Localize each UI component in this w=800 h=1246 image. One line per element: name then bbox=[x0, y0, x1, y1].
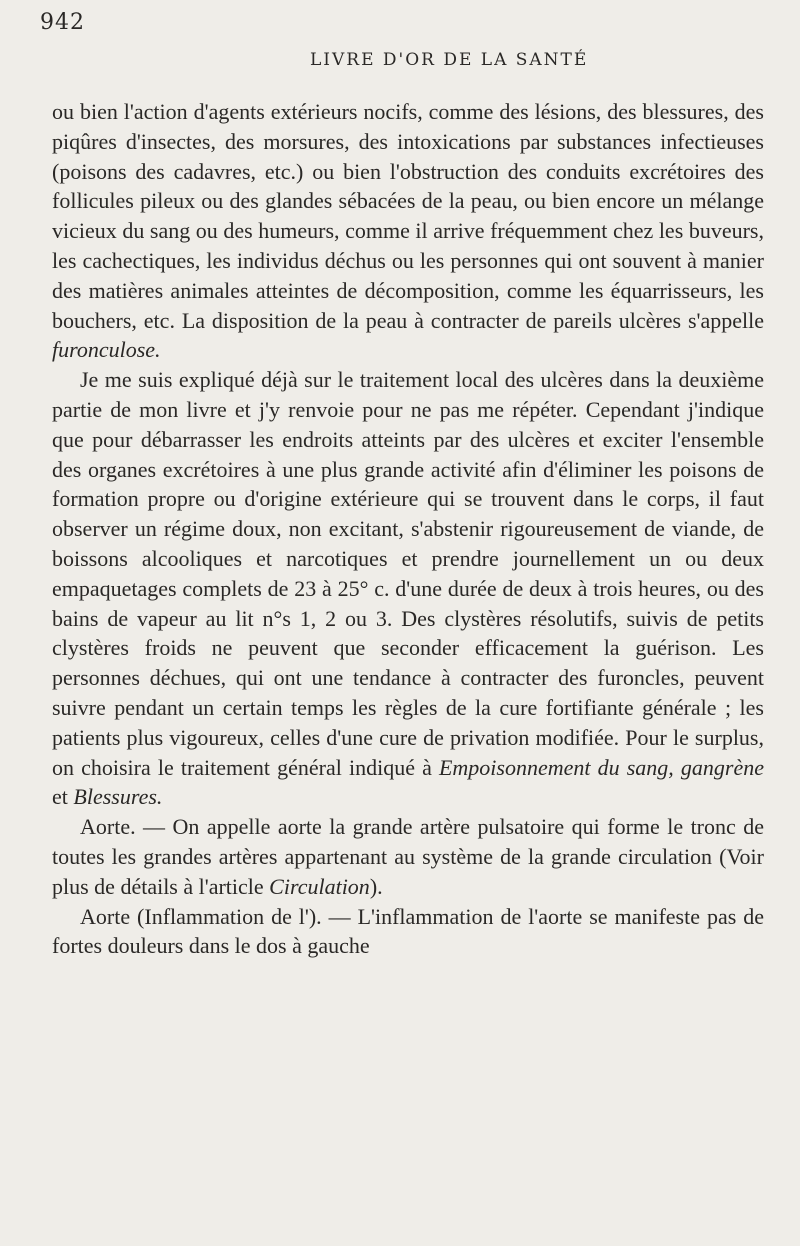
paragraph-text: Aorte. — On appelle aorte la grande artère pulsatoire qui forme le tronc de toutes les grandes artères appartenant au système de la grande circulation (Voir plus de détails à l'article bbox=[52, 814, 764, 899]
page-number: 942 bbox=[40, 10, 85, 35]
paragraph-text: Aorte (Inflammation de l'). — L'inflammation de l'aorte se manifeste pas de fortes douleurs dans le dos à gauche bbox=[52, 903, 764, 959]
term-furonculose: furonculose. bbox=[52, 337, 161, 363]
paragraph-end: ). bbox=[369, 873, 383, 899]
reference-circulation: Circulation bbox=[269, 873, 370, 899]
paragraph-text: Je me suis expliqué déjà sur le traitement local des ulcères dans la deuxième partie de mon livre et j'y renvoie pour ne pas me répéter. Cependant j'indique que pour débarrasser les endroits atteints par des ulcères et exciter l'ensemble des organes excrétoires à une plus grande activité afin d'éliminer les poisons de formation propre ou d'origine extérieure qui se trouvent dans le corps, il faut observer un régime doux, non excitant, s'abstenir rigoureusement de viande, de boissons alcooliques et narcotiques et prendre journellement un ou deux empaquetages complets de 23 à 25° c. d'une durée de deux à trois heures, ou des bains de vapeur au lit n°s 1, 2 ou 3. Des clystères résolutifs, suivis de petits clystères froids ne peuvent que seconder efficacement la guérison. Les personnes déchues, qui ont une tendance à contracter des furoncles, peuvent suivre pendant un certain temps les règles de la cure fortifiante générale ; les patients plus vigoureux, celles d'une cure de privation modifiée. Pour le surplus, on choisira le traitement général indiqué à bbox=[52, 367, 764, 780]
conjunction-text: et bbox=[52, 784, 74, 810]
paragraph-aorte-inflammation bbox=[52, 902, 764, 962]
running-head: LIVRE D'OR DE LA SANTÉ bbox=[310, 50, 589, 70]
body-text bbox=[52, 97, 764, 961]
paragraph-aorte bbox=[52, 812, 764, 901]
reference-empoisonnement: Empoisonnement du sang, gangrène bbox=[438, 754, 765, 780]
paragraph-traitement bbox=[52, 365, 764, 812]
paragraph-text: ou bien l'action d'agents extérieurs nocifs, comme des lésions, des blessures, des piqûres d'insectes, des morsures, des intoxications par substances infectieuses (poisons des cadavres, etc.) ou bien l'obstruction des conduits excrétoires des follicules pileux ou des glandes sébacées de la peau, ou bien encore un mélange vicieux du sang ou des humeurs, comme il arrive fréquemment chez les buveurs, les cachectiques, les individus déchus ou les personnes qui ont souvent à manier des matières animales atteintes de décomposition, comme les équarrisseurs, les bouchers, etc. La disposition de la peau à contracter de pareils ulcères s'appelle bbox=[52, 99, 764, 333]
paragraph-furonculose bbox=[52, 97, 764, 365]
reference-blessures: Blessures. bbox=[73, 784, 163, 810]
